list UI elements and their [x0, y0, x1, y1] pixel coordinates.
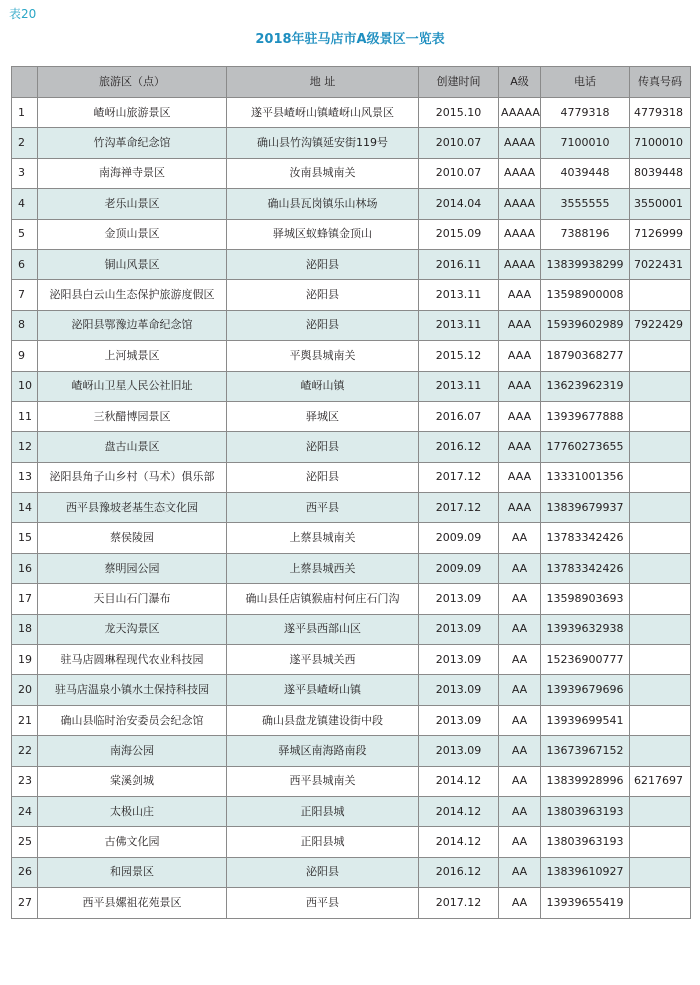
- cell-index: 6: [12, 249, 38, 279]
- cell-phone: 13623962319: [541, 371, 630, 401]
- cell-fax: [630, 523, 691, 553]
- cell-date: 2013.09: [419, 614, 499, 644]
- cell-phone: 4039448: [541, 158, 630, 188]
- cell-fax: 7126999: [630, 219, 691, 249]
- cell-name: 蔡明园公园: [38, 553, 227, 583]
- cell-address: 平舆县城南关: [227, 341, 419, 371]
- cell-index: 3: [12, 158, 38, 188]
- cell-date: 2015.12: [419, 341, 499, 371]
- table-row: [12, 523, 691, 553]
- cell-index: 25: [12, 827, 38, 857]
- cell-phone: 13598900008: [541, 280, 630, 310]
- cell-fax: [630, 280, 691, 310]
- cell-fax: [630, 888, 691, 918]
- cell-date: 2016.12: [419, 857, 499, 887]
- cell-index: 12: [12, 432, 38, 462]
- cell-name: 上河城景区: [38, 341, 227, 371]
- cell-name: 古佛文化园: [38, 827, 227, 857]
- cell-name: 泌阳县白云山生态保护旅游度假区: [38, 280, 227, 310]
- cell-date: 2009.09: [419, 523, 499, 553]
- cell-phone: 18790368277: [541, 341, 630, 371]
- cell-date: 2013.11: [419, 310, 499, 340]
- cell-fax: [630, 614, 691, 644]
- cell-name: 龙天沟景区: [38, 614, 227, 644]
- cell-fax: [630, 645, 691, 675]
- table-row: [12, 189, 691, 219]
- cell-address: 确山县盘龙镇建设街中段: [227, 705, 419, 735]
- cell-date: 2014.04: [419, 189, 499, 219]
- cell-address: 泌阳县: [227, 249, 419, 279]
- cell-date: 2013.09: [419, 675, 499, 705]
- cell-address: 西平县: [227, 493, 419, 523]
- cell-name: 太极山庄: [38, 796, 227, 826]
- header-phone: 电话: [541, 67, 630, 98]
- cell-grade: AAA: [499, 462, 541, 492]
- cell-grade: AA: [499, 614, 541, 644]
- cell-grade: AAAA: [499, 128, 541, 158]
- cell-grade: AAA: [499, 371, 541, 401]
- cell-address: 确山县竹沟镇延安街119号: [227, 128, 419, 158]
- header-index: [12, 67, 38, 98]
- table-header-row: [12, 67, 691, 98]
- cell-index: 15: [12, 523, 38, 553]
- cell-phone: 13803963193: [541, 827, 630, 857]
- cell-phone: 13839679937: [541, 493, 630, 523]
- header-date: 创建时间: [419, 67, 499, 98]
- cell-phone: 13939699541: [541, 705, 630, 735]
- cell-grade: AA: [499, 888, 541, 918]
- cell-date: 2014.12: [419, 766, 499, 796]
- cell-phone: 15236900777: [541, 645, 630, 675]
- cell-grade: AAA: [499, 280, 541, 310]
- cell-name: 嵖岈山卫星人民公社旧址: [38, 371, 227, 401]
- cell-date: 2013.11: [419, 371, 499, 401]
- cell-index: 13: [12, 462, 38, 492]
- cell-name: 驻马店圆琳程现代农业科技园: [38, 645, 227, 675]
- cell-fax: [630, 401, 691, 431]
- table-row: [12, 766, 691, 796]
- cell-date: 2013.11: [419, 280, 499, 310]
- cell-address: 上蔡县城南关: [227, 523, 419, 553]
- cell-address: 驿城区南海路南段: [227, 736, 419, 766]
- cell-index: 23: [12, 766, 38, 796]
- cell-phone: 7388196: [541, 219, 630, 249]
- table-row: [12, 675, 691, 705]
- cell-index: 20: [12, 675, 38, 705]
- cell-fax: [630, 584, 691, 614]
- table-row: [12, 736, 691, 766]
- cell-grade: AA: [499, 584, 541, 614]
- cell-address: 嵖岈山镇: [227, 371, 419, 401]
- cell-name: 盘古山景区: [38, 432, 227, 462]
- cell-name: 泌阳县鄂豫边革命纪念馆: [38, 310, 227, 340]
- cell-date: 2016.12: [419, 432, 499, 462]
- cell-name: 天目山石门瀑布: [38, 584, 227, 614]
- cell-address: 正阳县城: [227, 827, 419, 857]
- table-row: [12, 371, 691, 401]
- cell-grade: AA: [499, 827, 541, 857]
- cell-date: 2014.12: [419, 827, 499, 857]
- cell-name: 泌阳县角子山乡村（马术）俱乐部: [38, 462, 227, 492]
- cell-date: 2017.12: [419, 888, 499, 918]
- cell-index: 10: [12, 371, 38, 401]
- scenic-spots-table: [11, 66, 691, 919]
- cell-index: 8: [12, 310, 38, 340]
- cell-date: 2010.07: [419, 128, 499, 158]
- page-title: 2018年驻马店市A级景区一览表: [255, 32, 445, 47]
- table-row: [12, 462, 691, 492]
- cell-address: 泌阳县: [227, 280, 419, 310]
- cell-phone: 13783342426: [541, 553, 630, 583]
- cell-grade: AAAAA: [499, 98, 541, 128]
- cell-phone: 13939679696: [541, 675, 630, 705]
- cell-fax: [630, 341, 691, 371]
- cell-date: 2017.12: [419, 493, 499, 523]
- cell-name: 南海公园: [38, 736, 227, 766]
- cell-index: 18: [12, 614, 38, 644]
- cell-grade: AAAA: [499, 189, 541, 219]
- cell-fax: [630, 432, 691, 462]
- cell-grade: AA: [499, 553, 541, 583]
- cell-fax: 8039448: [630, 158, 691, 188]
- cell-grade: AAAA: [499, 158, 541, 188]
- cell-phone: 7100010: [541, 128, 630, 158]
- cell-index: 24: [12, 796, 38, 826]
- cell-name: 金顶山景区: [38, 219, 227, 249]
- cell-fax: 7922429: [630, 310, 691, 340]
- cell-phone: 13839938299: [541, 249, 630, 279]
- cell-grade: AAAA: [499, 219, 541, 249]
- cell-phone: 15939602989: [541, 310, 630, 340]
- table-row: [12, 645, 691, 675]
- cell-grade: AA: [499, 857, 541, 887]
- table-row: [12, 614, 691, 644]
- cell-index: 7: [12, 280, 38, 310]
- cell-index: 14: [12, 493, 38, 523]
- cell-index: 4: [12, 189, 38, 219]
- cell-phone: 13939632938: [541, 614, 630, 644]
- table-row: [12, 493, 691, 523]
- cell-phone: 13803963193: [541, 796, 630, 826]
- cell-index: 22: [12, 736, 38, 766]
- header-fax: 传真号码: [630, 67, 691, 98]
- cell-fax: 4779318: [630, 98, 691, 128]
- cell-address: 汝南县城南关: [227, 158, 419, 188]
- cell-fax: [630, 736, 691, 766]
- cell-grade: AAAA: [499, 249, 541, 279]
- cell-index: 5: [12, 219, 38, 249]
- table-row: [12, 310, 691, 340]
- cell-fax: [630, 462, 691, 492]
- table-row: [12, 857, 691, 887]
- table-row: [12, 827, 691, 857]
- cell-index: 1: [12, 98, 38, 128]
- cell-grade: AA: [499, 675, 541, 705]
- cell-index: 27: [12, 888, 38, 918]
- cell-grade: AA: [499, 796, 541, 826]
- cell-index: 26: [12, 857, 38, 887]
- cell-grade: AA: [499, 766, 541, 796]
- cell-fax: [630, 553, 691, 583]
- cell-index: 17: [12, 584, 38, 614]
- cell-phone: 3555555: [541, 189, 630, 219]
- cell-address: 确山县任店镇猴庙村何庄石门沟: [227, 584, 419, 614]
- cell-address: 遂平县城关西: [227, 645, 419, 675]
- cell-name: 三秋醋博园景区: [38, 401, 227, 431]
- table-body: [12, 98, 691, 919]
- cell-date: 2013.09: [419, 645, 499, 675]
- cell-grade: AA: [499, 523, 541, 553]
- cell-fax: 7022431: [630, 249, 691, 279]
- cell-date: 2016.11: [419, 249, 499, 279]
- cell-date: 2016.07: [419, 401, 499, 431]
- cell-fax: 6217697: [630, 766, 691, 796]
- cell-phone: 13939655419: [541, 888, 630, 918]
- cell-fax: [630, 493, 691, 523]
- cell-index: 21: [12, 705, 38, 735]
- cell-name: 嵖岈山旅游景区: [38, 98, 227, 128]
- table-row: [12, 341, 691, 371]
- cell-address: 遂平县嵖岈山镇嵖岈山风景区: [227, 98, 419, 128]
- cell-address: 驿城区: [227, 401, 419, 431]
- cell-name: 西平县豫坡老基生态文化园: [38, 493, 227, 523]
- cell-name: 西平县嫘祖花苑景区: [38, 888, 227, 918]
- cell-phone: 4779318: [541, 98, 630, 128]
- cell-date: 2013.09: [419, 736, 499, 766]
- cell-index: 16: [12, 553, 38, 583]
- cell-date: 2013.09: [419, 584, 499, 614]
- cell-address: 泌阳县: [227, 857, 419, 887]
- cell-phone: 13939677888: [541, 401, 630, 431]
- table-row: [12, 249, 691, 279]
- cell-date: 2013.09: [419, 705, 499, 735]
- cell-index: 11: [12, 401, 38, 431]
- cell-date: 2010.07: [419, 158, 499, 188]
- cell-name: 老乐山景区: [38, 189, 227, 219]
- table-row: [12, 158, 691, 188]
- cell-phone: 13331001356: [541, 462, 630, 492]
- cell-address: 确山县瓦岗镇乐山林场: [227, 189, 419, 219]
- cell-grade: AAA: [499, 401, 541, 431]
- table-row: [12, 888, 691, 918]
- cell-address: 泌阳县: [227, 462, 419, 492]
- cell-address: 遂平县西部山区: [227, 614, 419, 644]
- cell-name: 确山县临时治安委员会纪念馆: [38, 705, 227, 735]
- cell-name: 棠溪剑城: [38, 766, 227, 796]
- cell-name: 蔡侯陵园: [38, 523, 227, 553]
- cell-index: 19: [12, 645, 38, 675]
- cell-address: 正阳县城: [227, 796, 419, 826]
- table-row: [12, 219, 691, 249]
- cell-grade: AAA: [499, 493, 541, 523]
- cell-grade: AAA: [499, 310, 541, 340]
- cell-phone: 13598903693: [541, 584, 630, 614]
- cell-grade: AAA: [499, 432, 541, 462]
- table-row: [12, 432, 691, 462]
- table-row: [12, 584, 691, 614]
- cell-fax: [630, 705, 691, 735]
- table-row: [12, 705, 691, 735]
- cell-name: 驻马店温泉小镇水土保持科技园: [38, 675, 227, 705]
- cell-phone: 17760273655: [541, 432, 630, 462]
- cell-address: 驿城区蚁蜂镇金顶山: [227, 219, 419, 249]
- cell-date: 2009.09: [419, 553, 499, 583]
- cell-index: 9: [12, 341, 38, 371]
- cell-address: 上蔡县城西关: [227, 553, 419, 583]
- cell-address: 泌阳县: [227, 310, 419, 340]
- cell-fax: [630, 857, 691, 887]
- cell-phone: 13673967152: [541, 736, 630, 766]
- cell-phone: 13839610927: [541, 857, 630, 887]
- cell-address: 遂平县嵖岈山镇: [227, 675, 419, 705]
- cell-name: 和园景区: [38, 857, 227, 887]
- cell-grade: AA: [499, 705, 541, 735]
- cell-fax: 7100010: [630, 128, 691, 158]
- table-row: [12, 401, 691, 431]
- cell-fax: [630, 675, 691, 705]
- cell-grade: AAA: [499, 341, 541, 371]
- cell-phone: 13839928996: [541, 766, 630, 796]
- cell-index: 2: [12, 128, 38, 158]
- cell-fax: [630, 827, 691, 857]
- cell-address: 泌阳县: [227, 432, 419, 462]
- cell-name: 竹沟革命纪念馆: [38, 128, 227, 158]
- table-row: [12, 98, 691, 128]
- table-row: [12, 796, 691, 826]
- cell-fax: [630, 796, 691, 826]
- cell-grade: AA: [499, 645, 541, 675]
- cell-address: 西平县城南关: [227, 766, 419, 796]
- table-row: [12, 128, 691, 158]
- table-row: [12, 280, 691, 310]
- cell-date: 2017.12: [419, 462, 499, 492]
- cell-address: 西平县: [227, 888, 419, 918]
- header-grade: A级: [499, 67, 541, 98]
- cell-date: 2015.10: [419, 98, 499, 128]
- cell-fax: 3550001: [630, 189, 691, 219]
- table-number: 表20: [9, 7, 37, 21]
- cell-phone: 13783342426: [541, 523, 630, 553]
- table-row: [12, 553, 691, 583]
- cell-fax: [630, 371, 691, 401]
- cell-grade: AA: [499, 736, 541, 766]
- cell-date: 2014.12: [419, 796, 499, 826]
- header-name: 旅游区（点）: [38, 67, 227, 98]
- cell-date: 2015.09: [419, 219, 499, 249]
- cell-name: 南海禅寺景区: [38, 158, 227, 188]
- header-address: 地 址: [227, 67, 419, 98]
- cell-name: 铜山风景区: [38, 249, 227, 279]
